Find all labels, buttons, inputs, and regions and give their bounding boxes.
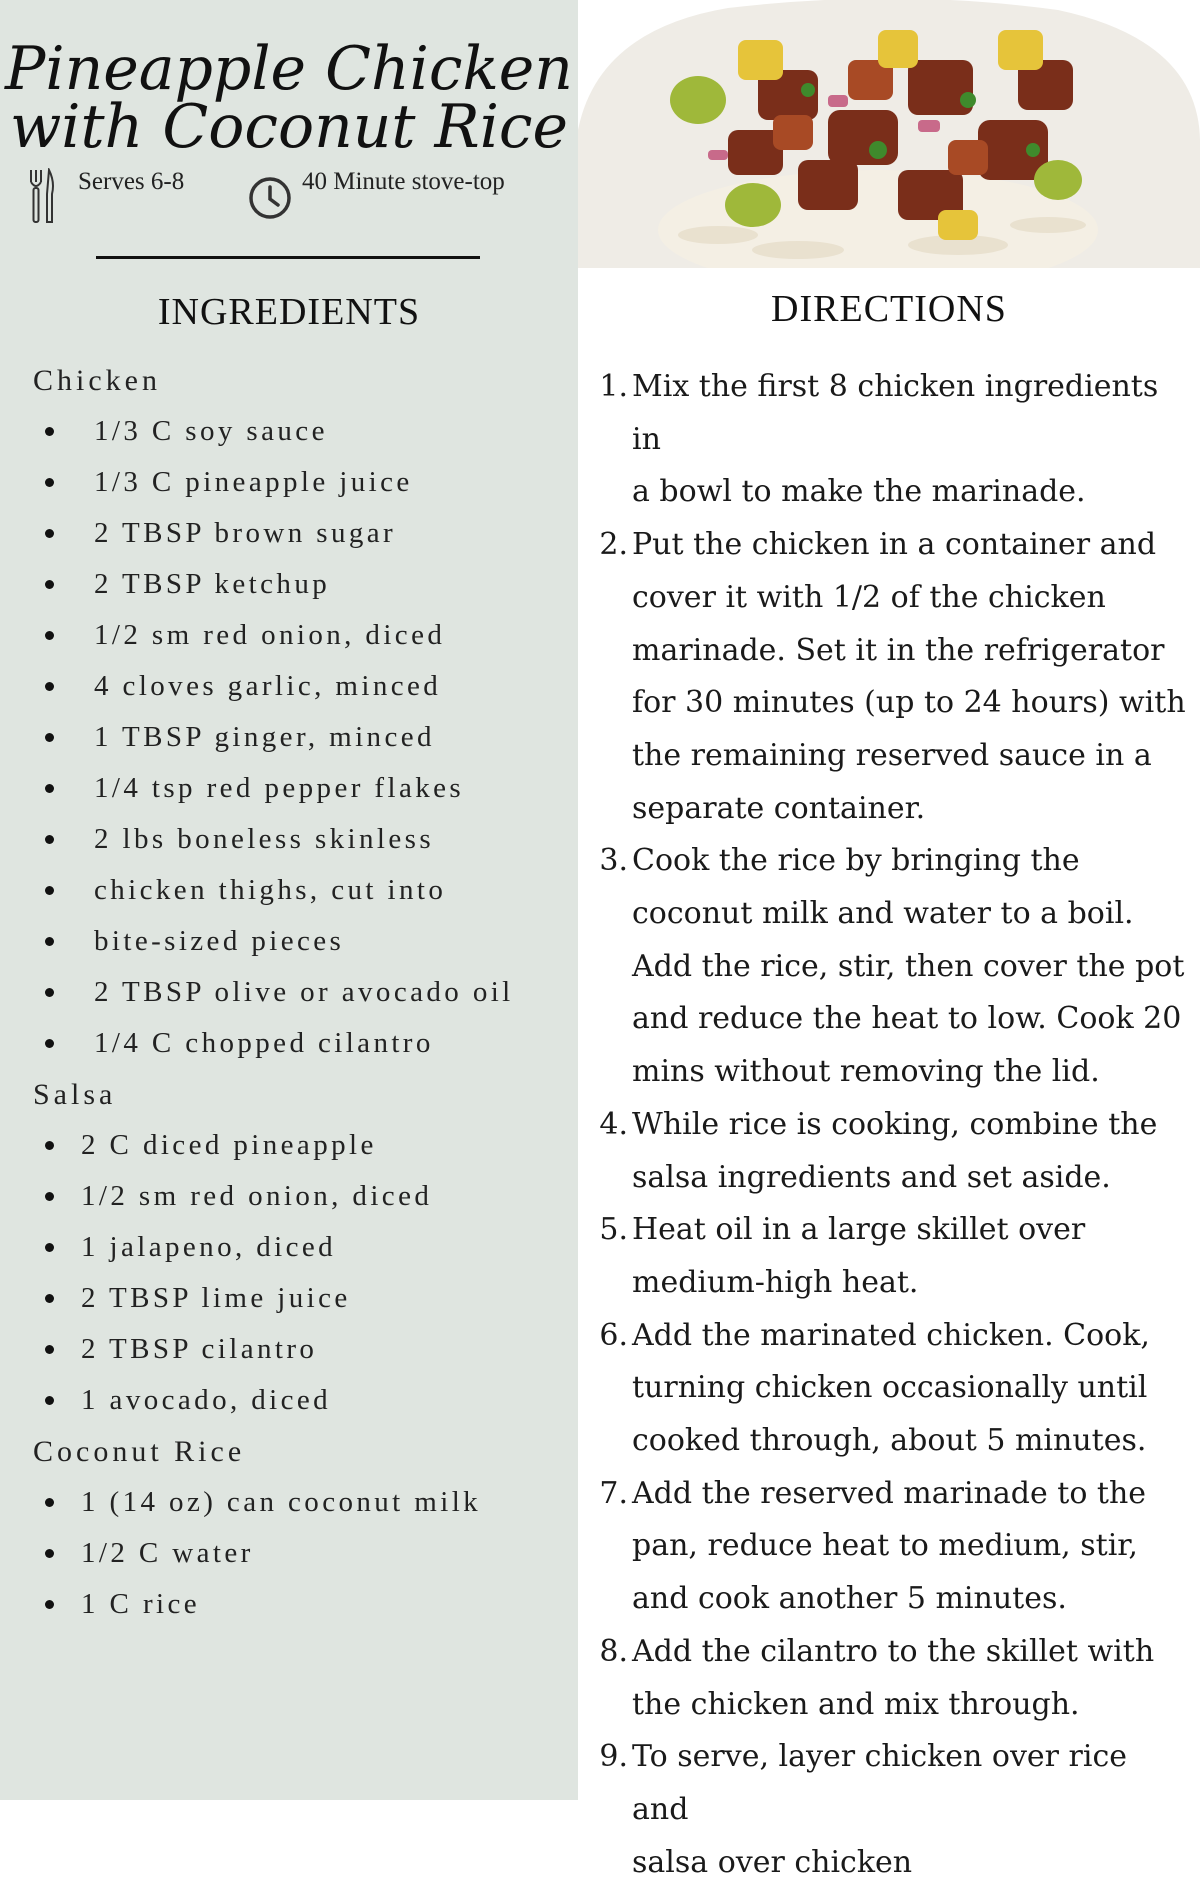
ingredients-panel — [0, 0, 578, 1800]
step-text-line: the remaining reserved sauce in a — [632, 737, 1152, 773]
ingredient-item: bite-sized pieces — [33, 916, 578, 967]
ingredient-item: 1 avocado, diced — [33, 1375, 578, 1426]
step-text-line: turning chicken occasionally until — [632, 1370, 1148, 1406]
cook-time-text: 40 Minute stove-top — [302, 168, 505, 195]
ingredient-item: 2 C diced pineapple — [33, 1120, 578, 1171]
step-number: 3. — [599, 843, 628, 879]
bullet — [45, 682, 54, 691]
bullet — [45, 529, 54, 538]
fork-knife-icon — [28, 168, 56, 224]
step-text-line: Heat oil in a large skillet over — [632, 1212, 1086, 1248]
bullet — [45, 1600, 54, 1609]
direction-step — [598, 361, 1188, 519]
ingredient-item: 1 TBSP ginger, minced — [33, 712, 578, 763]
bullet — [45, 937, 54, 946]
step-text — [632, 1468, 1188, 1626]
step-text-line: the chicken and mix through. — [632, 1686, 1080, 1722]
bullet — [45, 1345, 54, 1354]
serves-text: Serves 6-8 — [78, 168, 185, 195]
ingredient-item: 1 jalapeno, diced — [33, 1222, 578, 1273]
ingredient-category: Salsa — [33, 1078, 117, 1111]
step-number: 8. — [599, 1633, 628, 1669]
step-number: 7. — [599, 1475, 628, 1511]
step-text-line: Add the rice, stir, then cover the pot — [632, 948, 1185, 984]
ingredient-item: 2 TBSP ketchup — [33, 559, 578, 610]
ingredient-item: 2 TBSP lime juice — [33, 1273, 578, 1324]
bullet — [45, 835, 54, 844]
direction-step — [598, 519, 1188, 835]
step-text-line: separate container. — [632, 790, 926, 826]
clock-icon — [248, 176, 292, 220]
step-text — [632, 1099, 1188, 1204]
recipe-title-line2: with Coconut Rice — [9, 92, 569, 162]
bullet — [45, 733, 54, 742]
direction-step — [598, 1626, 1188, 1731]
step-text — [632, 1626, 1188, 1731]
ingredient-item: 2 lbs boneless skinless — [33, 814, 578, 865]
step-number: 4. — [599, 1106, 628, 1142]
step-text-line: salsa over chicken — [632, 1844, 913, 1880]
step-text-line: Add the marinated chicken. Cook, — [632, 1317, 1150, 1353]
bullet — [45, 580, 54, 589]
step-number: 5. — [599, 1212, 628, 1248]
step-number: 9. — [599, 1739, 628, 1775]
bullet — [45, 1498, 54, 1507]
step-text — [632, 361, 1188, 519]
bullet — [45, 1039, 54, 1048]
step-text — [632, 1310, 1188, 1468]
step-number: 6. — [599, 1317, 628, 1353]
ingredients-list — [33, 355, 578, 1630]
step-text-line: medium-high heat. — [632, 1264, 919, 1300]
bullet — [45, 1549, 54, 1558]
step-text-line: Add the reserved marinade to the — [632, 1475, 1147, 1511]
ingredient-item: 1/3 C pineapple juice — [33, 457, 578, 508]
step-text-line: salsa ingredients and set aside. — [632, 1159, 1111, 1195]
bullet — [45, 478, 54, 487]
step-text-line: Mix the first 8 chicken ingredients in — [632, 369, 1159, 457]
step-text — [632, 835, 1188, 1099]
step-text-line: cooked through, about 5 minutes. — [632, 1423, 1147, 1459]
step-text-line: mins without removing the lid. — [632, 1054, 1100, 1090]
ingredient-item: 2 TBSP cilantro — [33, 1324, 578, 1375]
bullet — [45, 886, 54, 895]
step-text-line: pan, reduce heat to medium, stir, — [632, 1528, 1138, 1564]
step-text-line: cover it with 1/2 of the chicken — [632, 579, 1106, 615]
step-text-line: and reduce the heat to low. Cook 20 — [632, 1001, 1182, 1037]
step-text-line: coconut milk and water to a boil. — [632, 896, 1134, 932]
bullet — [45, 988, 54, 997]
ingredient-item: 1/3 C soy sauce — [33, 406, 578, 457]
step-number: 2. — [599, 527, 628, 563]
step-text-line: While rice is cooking, combine the — [632, 1106, 1158, 1142]
direction-step — [598, 1468, 1188, 1626]
bullet — [45, 1243, 54, 1252]
direction-step — [598, 835, 1188, 1099]
ingredient-item: 2 TBSP brown sugar — [33, 508, 578, 559]
step-text — [632, 519, 1188, 835]
ingredient-category: Chicken — [33, 364, 161, 397]
direction-step — [598, 1310, 1188, 1468]
step-text-line: marinade. Set it in the refrigerator — [632, 632, 1165, 668]
food-photo — [578, 0, 1200, 268]
ingredient-item: 1/4 C chopped cilantro — [33, 1018, 578, 1069]
directions-heading: DIRECTIONS — [771, 288, 1007, 330]
ingredient-item: 2 TBSP olive or avocado oil — [33, 967, 578, 1018]
step-text-line: a bowl to make the marinade. — [632, 474, 1086, 510]
bullet — [45, 1192, 54, 1201]
bullet — [45, 1396, 54, 1405]
direction-step — [598, 1204, 1188, 1309]
ingredient-item: 1 (14 oz) can coconut milk — [33, 1477, 578, 1528]
bullet — [45, 631, 54, 640]
ingredient-category: Coconut Rice — [33, 1435, 246, 1468]
step-text-line: Cook the rice by bringing the — [632, 843, 1080, 879]
step-number: 1. — [599, 369, 628, 404]
step-text-line: To serve, layer chicken over rice and — [632, 1739, 1128, 1827]
recipe-title-line1: Pineapple Chicken — [5, 34, 573, 104]
ingredient-item: 1/2 C water — [33, 1528, 578, 1579]
ingredient-item: 1 C rice — [33, 1579, 578, 1630]
divider — [96, 256, 480, 259]
step-text — [632, 1204, 1188, 1309]
ingredient-item: 1/4 tsp red pepper flakes — [33, 763, 578, 814]
bullet — [45, 1141, 54, 1150]
step-text-line: Put the chicken in a container and — [632, 527, 1157, 563]
direction-step — [598, 1099, 1188, 1204]
step-text — [632, 1731, 1188, 1889]
ingredient-item: 1/2 sm red onion, diced — [33, 610, 578, 661]
step-text-line: for 30 minutes (up to 24 hours) with — [632, 685, 1186, 721]
step-text-line: and cook another 5 minutes. — [632, 1581, 1067, 1617]
bullet — [45, 784, 54, 793]
bullet — [45, 1294, 54, 1303]
directions-list — [598, 361, 1188, 1889]
bullet — [45, 427, 54, 436]
ingredients-heading: INGREDIENTS — [157, 291, 421, 333]
step-text-line: Add the cilantro to the skillet with — [632, 1633, 1155, 1669]
ingredient-item: 1/2 sm red onion, diced — [33, 1171, 578, 1222]
ingredient-item: chicken thighs, cut into — [33, 865, 578, 916]
ingredient-item: 4 cloves garlic, minced — [33, 661, 578, 712]
direction-step — [598, 1731, 1188, 1889]
